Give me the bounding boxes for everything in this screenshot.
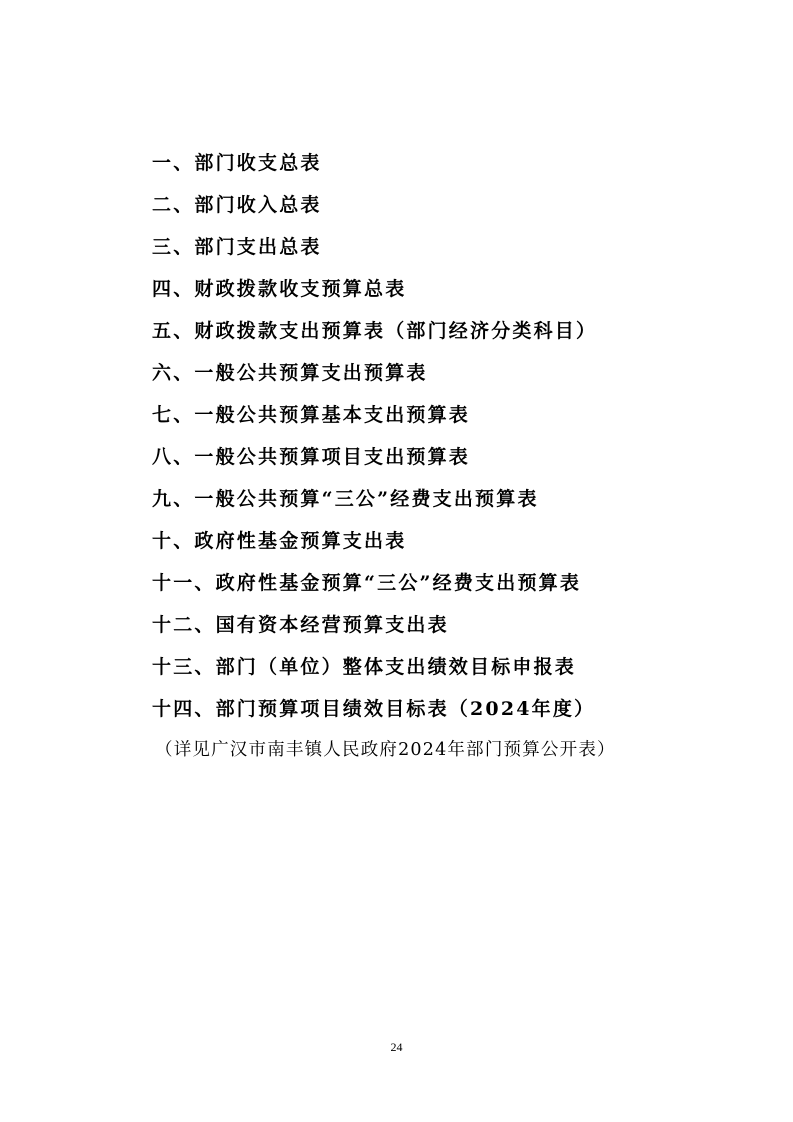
list-item: 三、部门支出总表: [152, 236, 322, 258]
reference-note: （详见广汉市南丰镇人民政府2024年部门预算公开表）: [155, 740, 616, 760]
table-list: [152, 142, 597, 730]
list-item: 二、部门收入总表: [152, 194, 322, 216]
list-item: 十四、部门预算项目绩效目标表（2024年度）: [152, 698, 596, 720]
list-item: 九、一般公共预算“三公”经费支出预算表: [152, 488, 539, 510]
list-item: 十三、部门（单位）整体支出绩效目标申报表: [152, 656, 577, 678]
list-item: 八、一般公共预算项目支出预算表: [152, 446, 471, 468]
list-item: 十、政府性基金预算支出表: [152, 530, 407, 552]
list-item: 六、一般公共预算支出预算表: [152, 362, 428, 384]
list-item: 一、部门收支总表: [152, 152, 322, 174]
list-item: 十二、国有资本经营预算支出表: [152, 614, 449, 636]
list-item: 五、财政拨款支出预算表（部门经济分类科目）: [152, 320, 598, 342]
list-item: 七、一般公共预算基本支出预算表: [152, 404, 471, 426]
list-item: 十一、政府性基金预算“三公”经费支出预算表: [152, 572, 582, 594]
page-number: 24: [390, 1040, 403, 1054]
list-item: 四、财政拨款收支预算总表: [152, 278, 407, 300]
